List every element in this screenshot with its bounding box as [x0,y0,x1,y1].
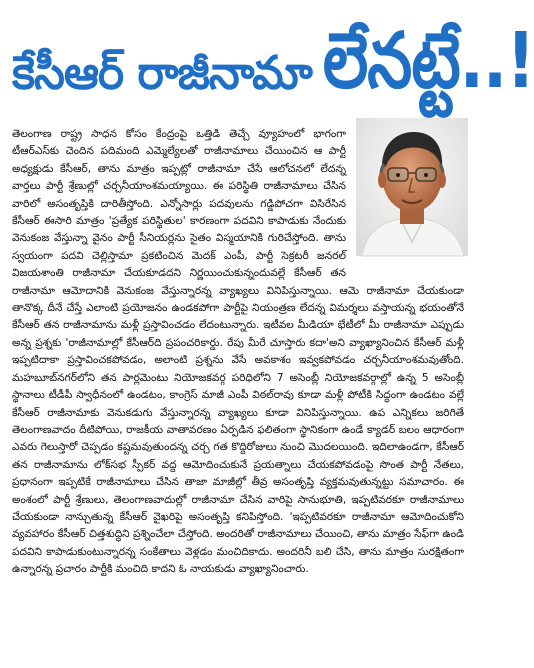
article-text: తెలంగాణ రాష్ట్ర సాధన కోసం కేంద్రంపై ఒత్తిడి తెచ్చే వ్యూహంలో భాగంగా టీఆర్ఎస్‌కు చెందిన పదిమంది ఎమ్మెల్యేలతో రాజీనామాలు చేయించిన ఆ పార్టీ అధ్యక్షుడు కేసీఆర్, తాను మాత్రం ఇప్పట్లో రాజీనామా చేసే ఆలోచనలో లేదన్న వార్తలు పార్టీ శ్రేణుల్లో చర్చనీయాంశమయ్యాయి. ఈ పరిస్థితి రాజీనామాలు చేసిన వారిలో అసంతృప్తికి దారితీస్తోంది. ఎన్నోసార్లు పదవులను గడ్డిపోచగా విసిరేసిన కేసీఆర్ ఈసారి మాత్రం 'ప్రత్యేక పరిస్థితుల' కారణంగా పదవిని కాపాడుకు నేందుకు వెనుకంజ వేస్తున్నా వైనం పార్టీ సీనియర్లను సైతం విస్మయానికి గురిచేస్తోంది. తాను స్వయంగా పదవి చెల్లిస్తామా ప్రకటించిన మెదక్ ఎంపీ, పార్టీ సెక్రటరీ జనరల్ విజయశాంతి రాజీనామా చేయకూడదని నిర్ణయించుకున్నందువల్లే కేసీఆర్ తన రాజీనామా ఆమోదానికి వెనుకంజ వేస్తున్నారన్న వ్యాఖ్యలు వినిపిస్తున్నాయి. ఆమె రాజీనామా చేయకుండా తానొక్క దీనే చేస్తే ఎలాంటి ప్రయోజనం ఉండకపోగా పార్టీపై నియంత్రణ లేదన్న విమర్శలు వస్తాయన్న భయంతోనే కేసీఆర్ తన రాజీనామాను మళ్లీ ప్రస్తావించడం లేదంటున్నారు. ఇటీవల మీడియా భేటీలో మీ రాజీనామా ఎప్పుడు అన్న ప్రశ్నకు 'రాజీనామాల్లో కేసీఆర్‌ది ప్రపంచరికార్డు. రేపు మీరే చూస్తారు కదా'అని వ్యాఖ్యానించిన కేసీఆర్ మళ్లీ ఇప్పటిదాకా ప్రస్తావించకపోవడం, అలాంటి ప్రశ్నను వేసే అవకాశం ఇవ్వకపోవడం చర్చనీయాంశమవుతోంది. మహబూబ్‌నగర్‌లోని తన పార్లమెంటు నియోజకవర్గ పరిధిలోని 7 అసెంబ్లీ నియోజకవర్గాల్లో ఉన్న 5 అసెంబ్లీ స్థానాలు టీడీపీ స్వాధీనంలో ఉండటం, కాంగ్రెస్ మాజీ ఎంపీ విఠల్‌రావు కూడా మళ్లీ పోటీకి సిద్ధంగా ఉండటం వల్లే కేసీఆర్ రాజీనామాకు వెనుకడుగు వేస్తున్నారన్న వ్యాఖ్యలు కూడా వినిపిస్తున్నాయి. ఉప ఎన్నికలు జరిగితే తెలంగాణవాదం దీటిపోయి, రాజకీయ వాతావరణం ఏర్పడిన ఫలితంగా స్థానికంగా ఉండే క్యాడర్ బలం ఆధారంగా ఎవరు గెలుస్తారో చెప్పడం కష్టమవుతుందన్న చర్చ గత కొద్దిరోజులు నుంచి మొదలయింది. ఇదిలాఉండగా, కేసీఆర్ తన రాజీనామాను లోక్‌సభ స్పీకర్ వద్ద ఆమోదించుకునే ప్రయత్నాలు చేయకపోవడంపై సొంత పార్టీ నేతలు, ప్రధానంగా ఇప్పటికే రాజీనామాలు చేసిన తాజా మాజీల్లో తీవ్ర అసంతృప్తి వ్యక్తమవుతున్నట్టు సమాచారం. ఈ అంశంలో పార్టీ శ్రేణులు, తెలంగాణవాదుల్లో రాజీనామా చేసిన వారిపై సానుభూతి, ఇప్పటివరకూ రాజీనామాలు చేయకుండా నాన్చుతున్న కేసీఆర్ వైఖరిపై అసంతృప్తి కనిపిస్తోంది. 'ఇప్పటివరకూ రాజీనామా ఆమోదించుకోని వ్యవహారం కేసీఆర్ చిత్తశుద్ధిని ప్రశ్నించేలా చేస్తోంది. అందరితో రాజీనామాలు చేయించి, తాను మాత్రం సేఫ్‌గా ఉండి పదవిని కాపాడుకుంటున్నారన్న సంకేతాలు వెళ్లడం మంచిదికాదు. అందరినీ బలి చేసి, తాను మాత్రం సురక్షితంగా ఉన్నారన్న ప్రచారం పార్టీకి మంచిది కాదని ఓ నాయకుడు వ్యాఖ్యానించారు. [12,128,464,576]
photo-space [346,126,464,266]
headline-part-2: లేనట్టే..! [322,17,534,107]
headline-part-1: కేసీఆర్ రాజీనామా [12,46,312,101]
headline [12,14,534,114]
article-body [12,126,464,579]
